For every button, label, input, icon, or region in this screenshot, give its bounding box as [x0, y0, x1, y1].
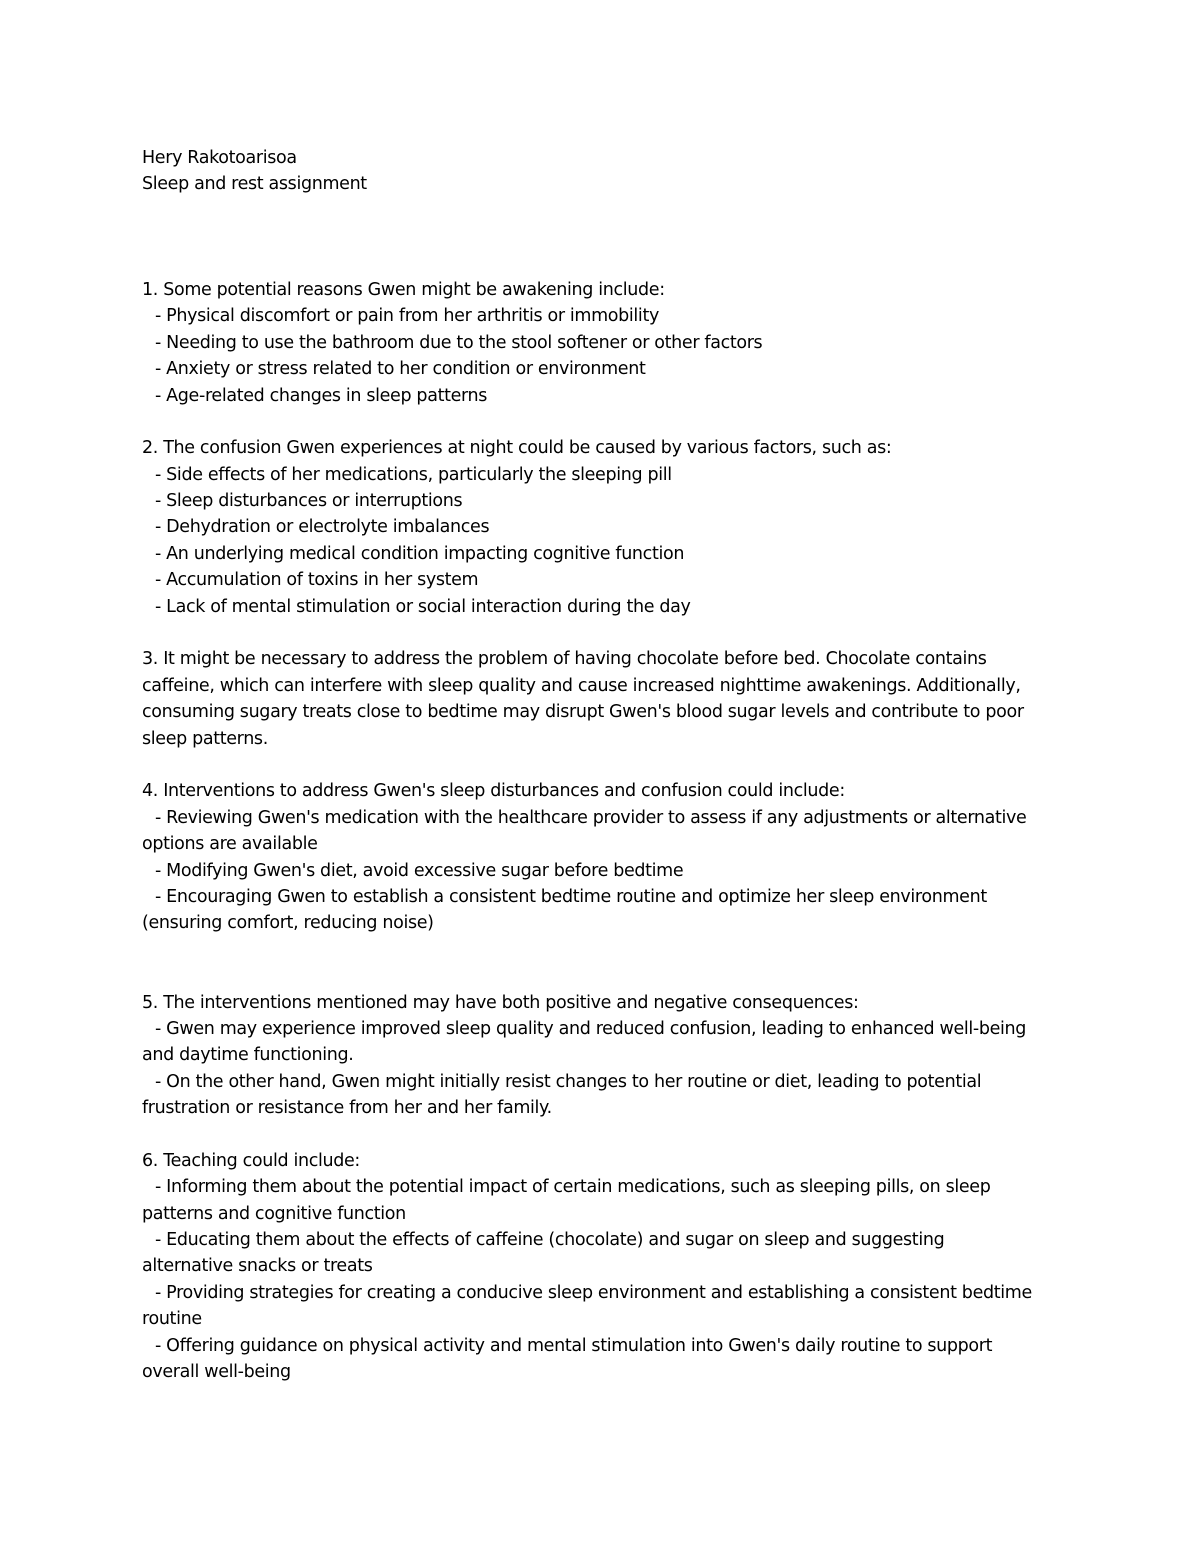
list-item: - Anxiety or stress related to her condition or environment — [155, 359, 646, 380]
question-3-line: caffeine, which can interfere with sleep quality and cause increased nighttime awakenings. Additionally, — [142, 675, 1021, 696]
list-item: - Modifying Gwen's diet, avoid excessive sugar before bedtime — [155, 860, 684, 881]
question-1-intro: 1. Some potential reasons Gwen might be awakening include: — [142, 279, 665, 300]
spacer — [142, 198, 1072, 224]
list-item: - An underlying medical condition impacting cognitive function — [155, 543, 685, 564]
spacer — [142, 1121, 1072, 1147]
list-item-continuation: alternative snacks or treats — [142, 1256, 373, 1277]
question-4-intro: 4. Interventions to address Gwen's sleep disturbances and confusion could include: — [142, 781, 845, 802]
list-item: - Needing to use the bathroom due to the stool softener or other factors — [155, 332, 763, 353]
list-item: - Providing strategies for creating a conducive sleep environment and establishing a consistent bedtime — [155, 1282, 1032, 1303]
question-2-intro: 2. The confusion Gwen experiences at night could be caused by various factors, such as: — [142, 438, 892, 459]
question-6-intro: 6. Teaching could include: — [142, 1150, 360, 1171]
list-item-continuation: overall well-being — [142, 1361, 291, 1382]
spacer — [142, 752, 1072, 778]
spacer — [142, 963, 1072, 989]
author-name: Hery Rakotoarisoa — [142, 148, 297, 168]
list-item-continuation: patterns and cognitive function — [142, 1203, 406, 1224]
list-item-continuation: (ensuring comfort, reducing noise) — [142, 913, 434, 934]
document-page — [142, 145, 1072, 1385]
spacer — [142, 620, 1072, 646]
assignment-title: Sleep and rest assignment — [142, 174, 367, 195]
list-item: - Sleep disturbances or interruptions — [155, 491, 463, 512]
spacer — [142, 937, 1072, 963]
list-item: - Physical discomfort or pain from her arthritis or immobility — [155, 306, 659, 327]
list-item: - Offering guidance on physical activity and mental stimulation into Gwen's daily routine to support — [155, 1335, 993, 1356]
spacer — [142, 224, 1072, 250]
list-item: - Informing them about the potential impact of certain medications, such as sleeping pills, on sleep — [155, 1177, 991, 1198]
spacer — [142, 409, 1072, 435]
question-3-line: sleep patterns. — [142, 728, 268, 749]
list-item: - Dehydration or electrolyte imbalances — [155, 517, 490, 538]
list-item: - Encouraging Gwen to establish a consistent bedtime routine and optimize her sleep environment — [155, 886, 987, 907]
list-item: - Side effects of her medications, particularly the sleeping pill — [155, 464, 672, 485]
list-item-continuation: routine — [142, 1309, 202, 1330]
list-item: - On the other hand, Gwen might initially resist changes to her routine or diet, leading to potential — [155, 1071, 982, 1092]
list-item-continuation: frustration or resistance from her and her family. — [142, 1098, 552, 1119]
list-item: - Educating them about the effects of caffeine (chocolate) and sugar on sleep and suggesting — [155, 1230, 945, 1251]
list-item-continuation: and daytime functioning. — [142, 1045, 354, 1066]
question-5-intro: 5. The interventions mentioned may have both positive and negative consequences: — [142, 992, 859, 1013]
list-item: - Lack of mental stimulation or social interaction during the day — [155, 596, 691, 617]
list-item: - Reviewing Gwen's medication with the healthcare provider to assess if any adjustments or alternative — [155, 807, 1027, 828]
list-item: - Accumulation of toxins in her system — [155, 570, 479, 591]
spacer — [142, 251, 1072, 277]
list-item: - Age-related changes in sleep patterns — [155, 385, 488, 406]
question-3-line: consuming sugary treats close to bedtime may disrupt Gwen's blood sugar levels and contribute to poor — [142, 702, 1024, 723]
list-item: - Gwen may experience improved sleep quality and reduced confusion, leading to enhanced well-being — [155, 1018, 1027, 1039]
list-item-continuation: options are available — [142, 834, 318, 855]
question-3-line: 3. It might be necessary to address the problem of having chocolate before bed. Chocolate contains — [142, 649, 987, 670]
